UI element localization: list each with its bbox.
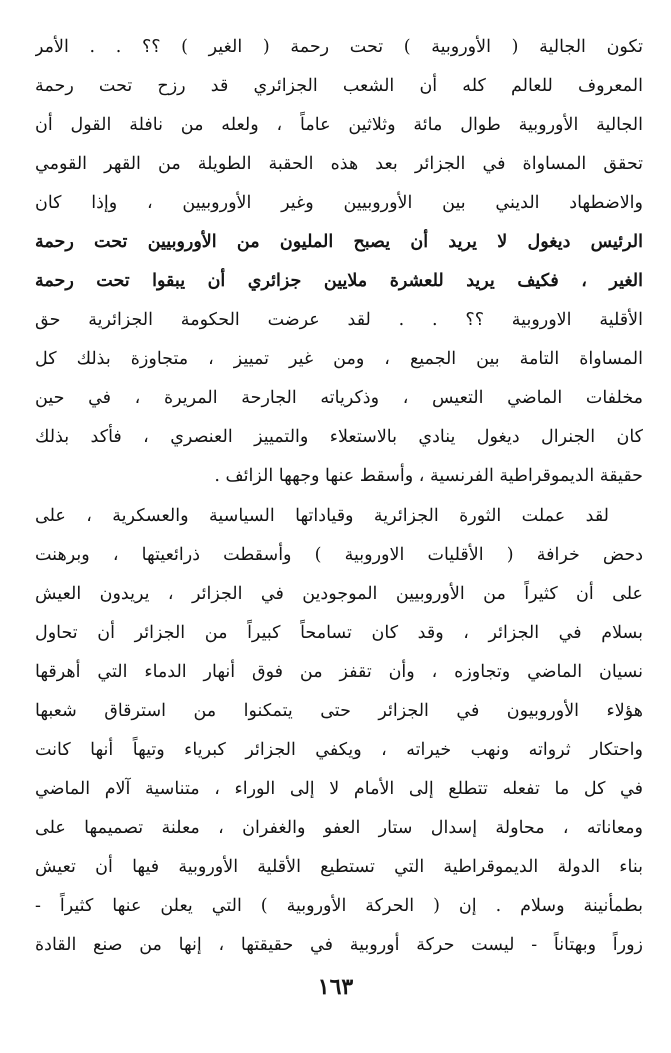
text-line: الغير ، فكيف يريد للعشرة ملايين جزائري أن يبقوا تحت رحمة	[35, 271, 643, 291]
text-line: كان الجنرال ديغول ينادي بالاستعلاء والتمييز العنصري ، فأكد بذلك	[35, 427, 643, 447]
page-number: ١٦٣	[317, 974, 354, 1000]
text-line: الرئيس ديغول لا يريد أن يصبح المليون من الأوروبيين تحت رحمة	[35, 232, 643, 252]
text-line: واحتكار ثرواته ونهب خيراته ، ويكفي الجزائر كبرياء وتيهاً أنها كانت	[35, 740, 643, 760]
text-line: في كل ما تفعله تتطلع إلى الأمام لا إلى الوراء ، متناسية آلام الماضي	[35, 779, 643, 799]
text-line: دحض خرافة ( الأقليات الاوروبية ) وأسقطت ذرائعيتها ، وبرهنت	[35, 545, 643, 565]
text-line: مخلفات الماضي التعيس ، وذكرياته الجارحة المريرة ، في حين	[35, 388, 643, 408]
text-line: حقيقة الديموقراطية الفرنسية ، وأسقط عنها وجهها الزائف .	[214, 466, 643, 486]
text-line: لقد عملت الثورة الجزائرية وقياداتها السياسية والعسكرية ، على	[35, 506, 609, 526]
text-line: زوراً وبهتاناً - ليست حركة أوروبية في حقيقتها ، إنها من صنع القادة	[35, 935, 643, 955]
text-line: بناء الدولة الديموقراطية التي تستطيع الأقلية الأوروبية فيها أن تعيش	[35, 857, 643, 877]
text-line: بسلام في الجزائر ، وقد كان تسامحاً كبيراً من الجزائر أن تحاول	[35, 623, 643, 643]
text-line: الأقلية الاوروبية ؟؟ . . لقد عرضت الحكومة الجزائرية حق	[35, 310, 643, 330]
text-line: والاضطهاد الديني بين الأوروبيين وغير الأوروبيين ، وإذا كان	[35, 193, 643, 213]
text-line: بطمأنينة وسلام . إن ( الحركة الأوروبية ) التي يعلن عنها كثيراً -	[35, 896, 643, 916]
paragraph	[35, 28, 643, 496]
text-line: هؤلاء الأوروبيون في الجزائر حتى يتمكنوا من استرقاق شعبها	[35, 701, 643, 721]
paragraph	[35, 497, 643, 965]
text-line: على أن كثيراً من الأوروبيين الموجودين في الجزائر ، يريدون العيش	[35, 584, 643, 604]
text-line: تكون الجالية ( الأوروبية ) تحت رحمة ( الغير ) ؟؟ . . الأمر	[35, 37, 643, 57]
text-line: المساواة التامة بين الجميع ، ومن غير تمييز ، متجاوزة بذلك كل	[35, 349, 643, 369]
text-line: الجالية الأوروبية طوال مائة وثلاثين عاماً ، ولعله من نافلة القول أن	[35, 115, 643, 135]
text-line: نسيان الماضي وتجاوزه ، وأن تقفز من فوق أنهار الدماء التي أهرقها	[35, 662, 643, 682]
text-line: المعروف للعالم كله أن الشعب الجزائري قد رزح تحت رحمة	[35, 76, 643, 96]
text-line: ومعاناته ، محاولة إسدال ستار العفو والغفران ، معلنة تصميمها على	[35, 818, 643, 838]
text-line: تحقق المساواة في الجزائر بعد هذه الحقبة الطويلة من القهر القومي	[35, 154, 643, 174]
